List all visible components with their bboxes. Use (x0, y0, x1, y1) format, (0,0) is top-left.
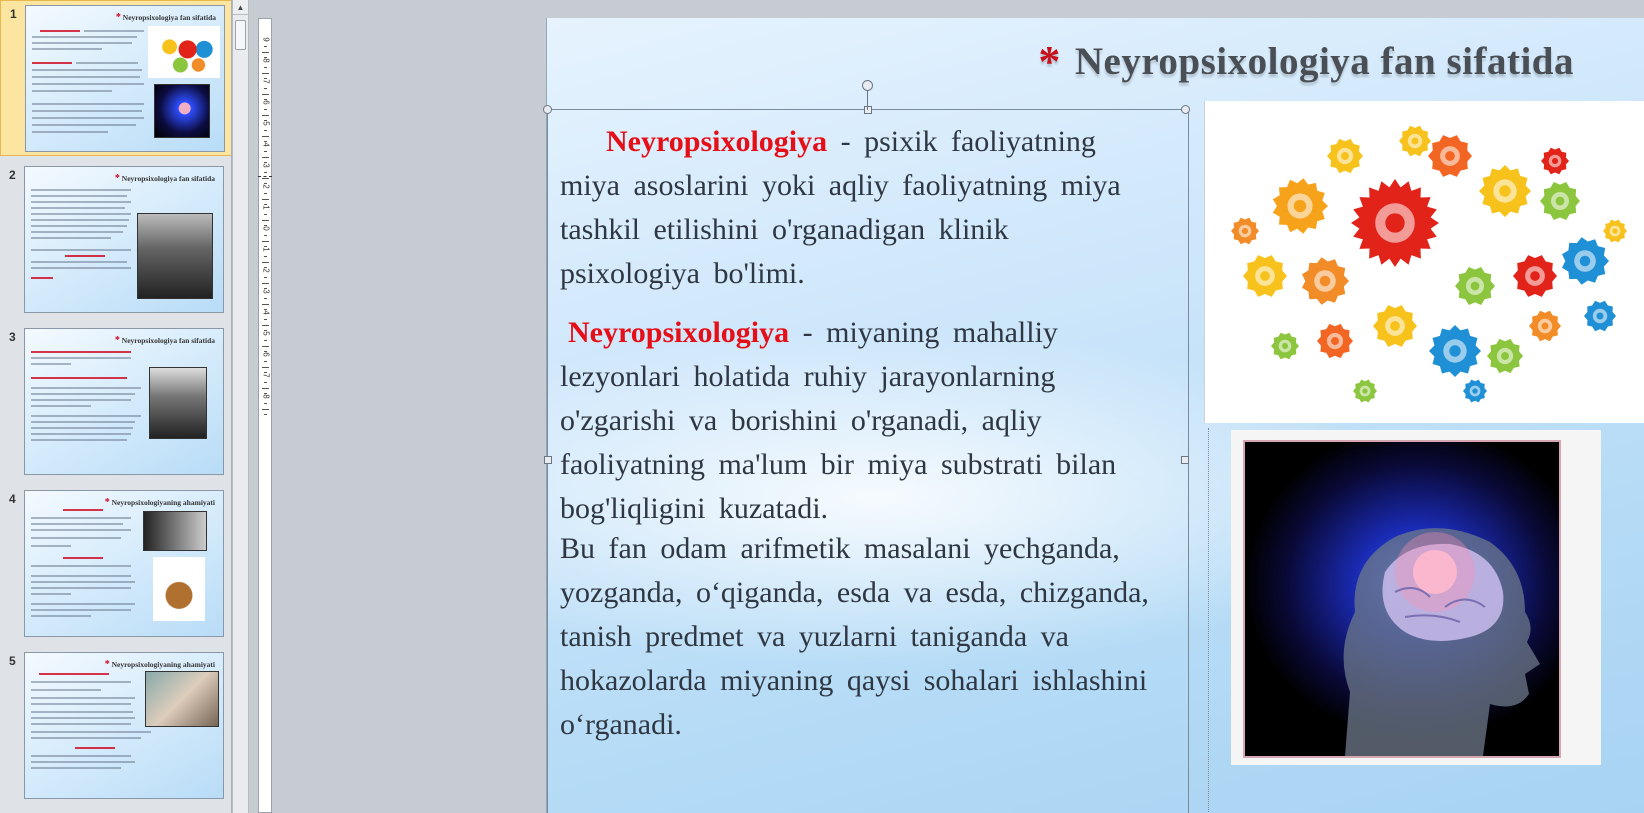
ruler-label: 5 (261, 331, 271, 336)
slide-number: 4 (9, 492, 16, 506)
gear-center (1320, 276, 1331, 287)
brain-image-frame[interactable] (1231, 430, 1601, 765)
photo-thumbnail-image (145, 671, 219, 727)
resize-handle[interactable] (543, 105, 552, 114)
slide-preview: * Neyropsixologiya fan sifatida (25, 5, 225, 152)
ruler-label: 7 (261, 373, 271, 378)
portrait-thumbnail-image (137, 213, 213, 299)
ruler-label: 5 (261, 121, 271, 126)
gear-center (1541, 322, 1548, 329)
ruler-label: 4 (261, 142, 271, 147)
paragraph-3: Bu fan odam arifmetik masalani yechganda, yozganda, o‘qiganda, esda va esda, chizganda, tanish predmet va yuzlarni taniganda va hokazolarda miyaning qaysi sohalari ishlashini o‘rganadi. (560, 532, 1149, 741)
paragraph-1: Neyropsixologiya - psixik faoliyatning miya asoslarini yoki aqliy faoliyatning miya tashkil etilishini o'rganadigan klinik psixologiya bo'limi. (560, 125, 1121, 290)
brain-thumbnail-image (154, 84, 210, 138)
ruler-label: 1 (261, 205, 271, 210)
thumbnail-title: Neyropsixologiyaning ahamiyati (111, 660, 215, 669)
slide-number: 5 (9, 654, 16, 668)
portrait-thumbnail-image (149, 367, 207, 439)
ruler-label: 6 (261, 352, 271, 357)
gears-thumbnail-image (148, 26, 220, 78)
slide-number: 1 (10, 7, 17, 21)
scroll-up-arrow-icon[interactable]: ▲ (233, 0, 248, 15)
slide-title[interactable] (1038, 34, 1574, 85)
gear-center (1362, 388, 1367, 393)
gear-center (1552, 158, 1558, 164)
ruler-label: 9 (261, 37, 271, 42)
ruler-position-marker (258, 176, 272, 177)
ruler-label: 8 (261, 58, 271, 63)
gear-center (1499, 185, 1510, 196)
thumbnail-title: Neyropsixologiyaning ahamiyati (111, 498, 215, 507)
ruler-label: 8 (261, 394, 271, 399)
scrollbar-thumb[interactable] (235, 20, 246, 50)
resize-handle[interactable] (864, 106, 872, 114)
gears-brain-image[interactable] (1204, 101, 1644, 423)
slide-thumbnail-3[interactable] (0, 324, 232, 480)
ruler-label: 1 (261, 247, 271, 252)
paragraph-2: Neyropsixologiya - miyaning mahalliy lezyonlari holatida ruhiy jarayonlarning o'zgarishi va borishini o'rganadi, aqliy faoliyatning ma'lum bir miya substrati bilan bog'liqligini kuzatadi. (560, 316, 1117, 525)
resize-handle[interactable] (1181, 105, 1190, 114)
gear-center (1331, 337, 1339, 345)
slide-title-text: Neyropsixologiya fan sifatida (1074, 40, 1574, 83)
gear-center (1530, 271, 1540, 281)
vertical-ruler (258, 18, 272, 813)
ruler-label: 3 (261, 289, 271, 294)
photo-thumbnail-image (143, 511, 207, 551)
thumbnail-title: Neyropsixologiya fan sifatida (122, 13, 216, 22)
ruler-label: 7 (261, 79, 271, 84)
highlighted-term: Neyropsixologiya (606, 125, 828, 158)
slide-thumbnail-5[interactable] (0, 648, 232, 804)
slide-number: 2 (9, 168, 16, 182)
slide-preview: * Neyropsixologiya fan sifatida (24, 166, 224, 313)
gear-center (1390, 321, 1400, 331)
gear-center (1472, 388, 1477, 393)
slide-canvas[interactable] (546, 18, 1644, 813)
gear-center (1556, 197, 1565, 206)
asterisk-bullet: * (1038, 37, 1061, 86)
body-text-box[interactable] (547, 109, 1189, 813)
gear-center (1445, 151, 1455, 161)
gear-center (1385, 213, 1404, 232)
ruler-label: 2 (261, 268, 271, 273)
slide-number: 3 (9, 330, 16, 344)
gear-center (1580, 256, 1591, 267)
brain-xray-image (1243, 440, 1561, 758)
gear-center (1449, 345, 1460, 356)
slide-thumbnail-2[interactable] (0, 162, 232, 318)
gear-center (1411, 137, 1418, 144)
thumbnail-title: Neyropsixologiya fan sifatida (121, 174, 215, 183)
slide-thumbnail-4[interactable] (0, 486, 232, 642)
slide-preview: * Neyropsixologiyaning ahamiyati (24, 652, 224, 799)
slide-preview: * Neyropsixologiya fan sifatida (24, 328, 224, 475)
slide-thumbnail-pane (0, 0, 232, 813)
resize-handle[interactable] (1181, 456, 1189, 464)
ruler-label: 4 (261, 310, 271, 315)
gear-center (1260, 271, 1270, 281)
photo-thumbnail-image (153, 557, 205, 621)
slide-preview: * Neyropsixologiyaning ahamiyati (24, 490, 224, 637)
gear-center (1242, 228, 1248, 234)
gear-center (1341, 152, 1349, 160)
gear-center (1282, 343, 1288, 349)
gear-center (1596, 312, 1603, 319)
gear-center (1612, 228, 1617, 233)
gear-center (1501, 352, 1509, 360)
thumbnail-title: Neyropsixologiya fan sifatida (121, 336, 215, 345)
rotate-handle[interactable] (862, 80, 873, 91)
ruler-label: 6 (261, 100, 271, 105)
gears-illustration (1205, 101, 1644, 423)
highlighted-term: Neyropsixologiya (568, 316, 790, 349)
gear-center (1294, 200, 1306, 212)
thumbnail-scrollbar[interactable] (232, 0, 249, 813)
resize-handle[interactable] (544, 456, 552, 464)
ruler-label: 3 (261, 163, 271, 168)
ruler-label: 2 (261, 184, 271, 189)
slide-thumbnail-1[interactable] (0, 0, 232, 156)
gear-center (1471, 282, 1480, 291)
ruler-label: 0 (261, 226, 271, 231)
